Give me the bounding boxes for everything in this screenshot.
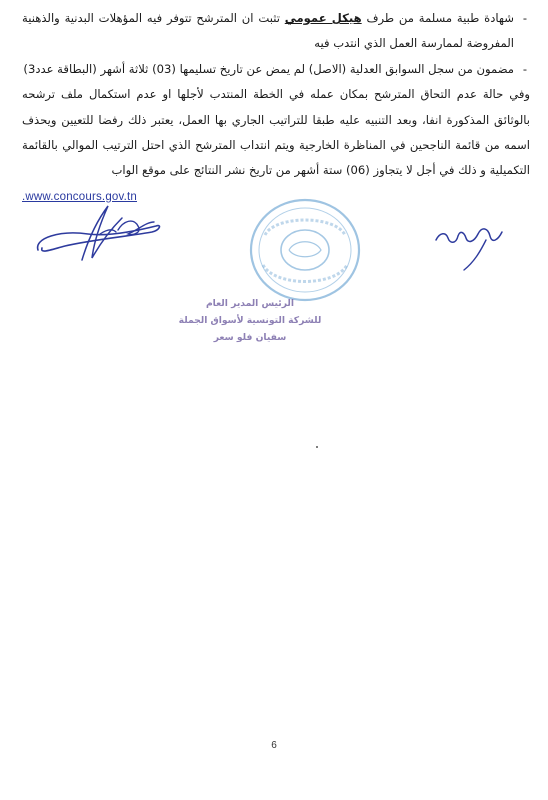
signatory-company: للشركة التونسية لأسواق الجملة (178, 315, 322, 326)
list-item (22, 57, 530, 82)
website-link[interactable]: .www.concours.gov.tn (22, 190, 138, 203)
item1-part2: تثبت ان المترشح تتوفر فيه المؤهلات البدنية والذهنية المفروضة لممارسة العمل الذي انتدب فيه (22, 11, 514, 51)
signatory-title: الرئيس المدير العام (205, 298, 295, 309)
speck (316, 446, 318, 448)
conditions-paragraph: وفي حالة عدم التحاق المترشح بمكان عمله في الخطة المنتدب لأجلها او عدم استكمال ملف ترشحه بالوثائق المذكورة انفا، وبعد التنبيه عليه طبقا للتراتيب الجاري بها العمل، يعتبر ذلك رفضا للتعيين ويحذف اسمه من قائمة الناجحين في المناظرة الخارجية ويتم انتداب المترشح الذي احتل الترتيب الموالي بالقائمة التكميلية و ذلك في أجل لا يتجاوز (06) ستة أشهر من تاريخ نشر النتائج على موقع الواب (22, 87, 530, 178)
item1-part1: شهادة طبية مسلمة من طرف (361, 11, 514, 25)
signature-left (30, 200, 170, 275)
item2-text: مضمون من سجل السوابق العدلية (الاصل) لم يمض عن تاريخ تسليمها (03) ثلاثة أشهر (البطاقة عدد3) (23, 61, 514, 76)
signatory-name: سفيان فلو سعر (213, 332, 287, 343)
official-stamp (245, 195, 365, 305)
page-number: 6 (271, 740, 277, 751)
body-text (22, 6, 530, 210)
item1-emphasis: هيكل عمومي (284, 11, 362, 25)
signature-right (428, 210, 508, 275)
list-item (22, 6, 530, 57)
bullet-dash: - (522, 61, 528, 76)
signatory-block (150, 295, 350, 346)
bullet-dash: - (522, 11, 528, 25)
